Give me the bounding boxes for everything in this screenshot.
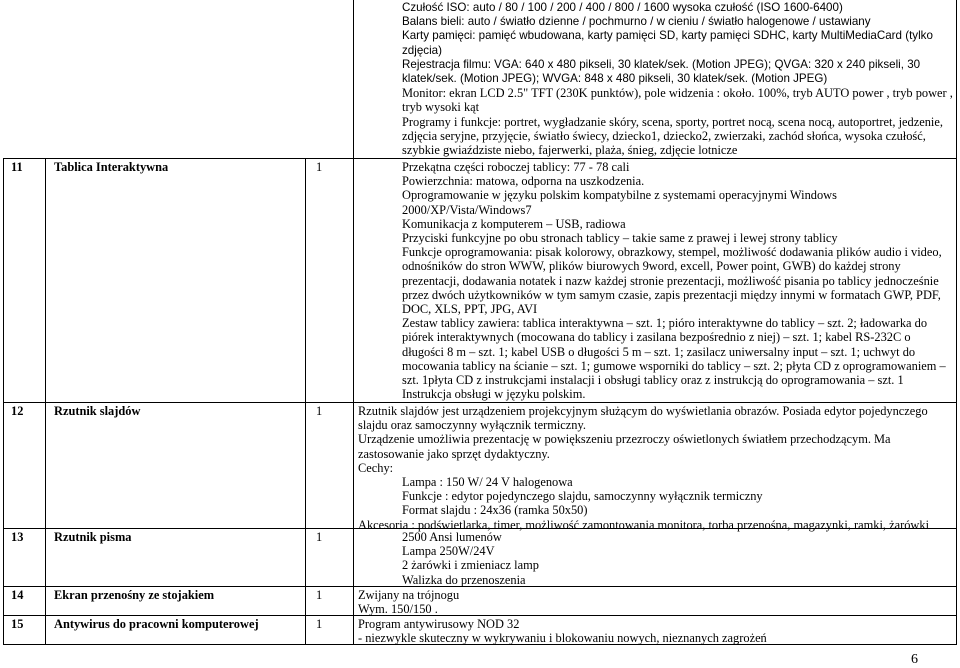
description-line: Przekątna części roboczej tablicy: 77 - 78 cali <box>402 160 630 174</box>
description-line: 2 żarówki i zmieniacz lamp <box>402 558 539 573</box>
description-line: Powierzchnia: matowa, odporna na uszkodzenia. <box>402 174 645 189</box>
item-description <box>358 588 954 616</box>
description-line: Funkcje : edytor pojedynczego slajdu, samoczynny wyłącznik termiczny <box>402 489 763 504</box>
item-description <box>358 404 954 532</box>
description-line: Lampa 250W/24V <box>402 544 495 559</box>
item-description <box>358 617 954 645</box>
description-line: Urządzenie umożliwia prezentację w powiększeniu przezroczy oświetlonych światłem przechodzącym. Ma zastosowanie jako sprzęt dydaktyczny. <box>358 432 891 461</box>
description-line: Walizka do przenoszenia <box>402 572 526 587</box>
description-line: Akcesoria : podświetlarka, timer, możliwość zamontowania monitora, torba przenośna, magazynki, ramki, żarówki <box>358 517 930 532</box>
row-number: 11 <box>11 160 23 174</box>
item-quantity: 1 <box>316 530 323 544</box>
spec-memory-cards: Karty pamięci: pamięć wbudowana, karty pamięci SD, karty pamięci SDHC, karty MultiMediaCard (tylko zdjęcia) <box>402 29 933 57</box>
page-number: 6 <box>911 652 918 667</box>
description-line: Komunikacja z komputerem – USB, radiowa <box>402 216 626 231</box>
spec-monitor: Monitor: ekran LCD 2.5" TFT (230K punktów), pole widzenia : około. 100%, tryb AUTO power , tryb power , tryb wysoki kąt <box>402 86 953 115</box>
item-quantity: 1 <box>316 160 323 174</box>
description-line: Zwijany na trójnogu <box>358 588 460 602</box>
description-line: Format slajdu : 24x36 (ramka 50x50) <box>402 503 588 518</box>
description-line: Funkcje oprogramowania: pisak kolorowy, obrazkowy, stempel, możliwość dodawania plików audio i video, odnośników do stron WWW, plików biurowych 9word, excell, Power point, GWB) do każdej strony prezentacji, dodawania notatek i nazw każdej stronie prezentacji, możliwość pisania po tablicy jednocześnie przez dwóch użytkowników w tym samym czasie, zapis prezentacji między innymi w formatach GWP, PDF, DOC, XLS, PPT, JPG, AVI <box>402 245 942 317</box>
item-description <box>402 530 954 587</box>
camera-specs-block <box>402 1 954 157</box>
row-number: 15 <box>11 617 24 631</box>
row-number: 12 <box>11 404 24 418</box>
description-line: 2500 Ansi lumenów <box>402 530 502 544</box>
item-name: Rzutnik pisma <box>54 530 132 544</box>
row-number: 14 <box>11 588 24 602</box>
description-line: Zestaw tablicy zawiera: tablica interaktywna – szt. 1; pióro interaktywne do tablicy – szt. 2; ładowarka do piórek interaktywnych (mocowana do tablicy i zasilana bezpośrednio z niej) – szt. 1; kabel RS-232C o długości 8 m – szt. 1; kabel USB o długości 5 m – szt. 1; zasilacz uniwersalny input – szt. 1; uchwyt do mocowania tablicy na ścianie – szt. 1; gumowe wsporniki do tablicy – szt. 2; płyta CD z oprogramowaniem – szt. 1płyta CD z instrukcjami instalacji i obsługi tablicy oraz z instrukcją do oprogramowania – szt. 1 Instrukcja obsługi w języku polskim. <box>402 316 946 402</box>
table-border-right <box>956 0 957 645</box>
column-divider-qty <box>353 0 354 645</box>
description-line: Oprogramowanie w języku polskim kompatybilne z systemami operacyjnymi Windows 2000/XP/Vista/Windows7 <box>402 188 837 217</box>
description-line: - niezwykle skuteczny w wykrywaniu i blokowaniu nowych, nieznanych zagrożeń <box>358 631 767 646</box>
spec-iso: Czułość ISO: auto / 80 / 100 / 200 / 400 / 800 / 1600 wysoka czułość (ISO 1600-6400) <box>402 1 843 14</box>
description-line: Lampa : 150 W/ 24 V halogenowa <box>402 475 573 490</box>
description-line: Rzutnik slajdów jest urządzeniem projekcyjnym służącym do wyświetlania obrazów. Posiada edytor pojedynczego slajdu oraz samoczynny wyłącznik termiczny. <box>358 404 928 433</box>
spec-white-balance: Balans bieli: auto / światło dzienne / pochmurno / w cieniu / światło halogenowe / ustawiany <box>402 15 871 29</box>
row-number: 13 <box>11 530 24 544</box>
item-quantity: 1 <box>316 588 323 602</box>
row-divider <box>3 402 957 403</box>
spec-programs: Programy i funkcje: portret, wygładzanie skóry, scena, sporty, portret nocą, scena nocą, autoportret, jedzenie, zdjęcia seryjne, przyjęcie, światło świecy, dziecko1, dziecko2, zwierzaki, zachód słońca, wysoka czułość, szybkie gwiaździste niebo, fajerwerki, plaża, śnieg, zdjęcie lotnicze <box>402 114 943 158</box>
description-line: Przyciski funkcyjne po obu stronach tablicy – takie same z prawej i lewej strony tablicy <box>402 231 838 246</box>
item-name: Antywirus do pracowni komputerowej <box>54 617 259 631</box>
description-line: Cechy: <box>358 460 394 475</box>
item-name: Rzutnik slajdów <box>54 404 141 418</box>
item-description <box>402 160 954 401</box>
spec-video: Rejestracja filmu: VGA: 640 x 480 pikseli, 30 klatek/sek. (Motion JPEG); QVGA: 320 x 240 pikseli, 30 klatek/sek. (Motion JPEG); WVGA: 848 x 480 pikseli, 30 klatek/sek. (Motion JPEG) <box>402 57 921 86</box>
item-quantity: 1 <box>316 617 323 631</box>
item-name: Ekran przenośny ze stojakiem <box>54 588 215 602</box>
item-name: Tablica Interaktywna <box>54 160 169 174</box>
description-line: Program antywirusowy NOD 32 <box>358 617 520 631</box>
item-quantity: 1 <box>316 404 323 418</box>
row-divider <box>3 158 957 159</box>
description-line: Wym. 150/150 . <box>358 602 438 617</box>
